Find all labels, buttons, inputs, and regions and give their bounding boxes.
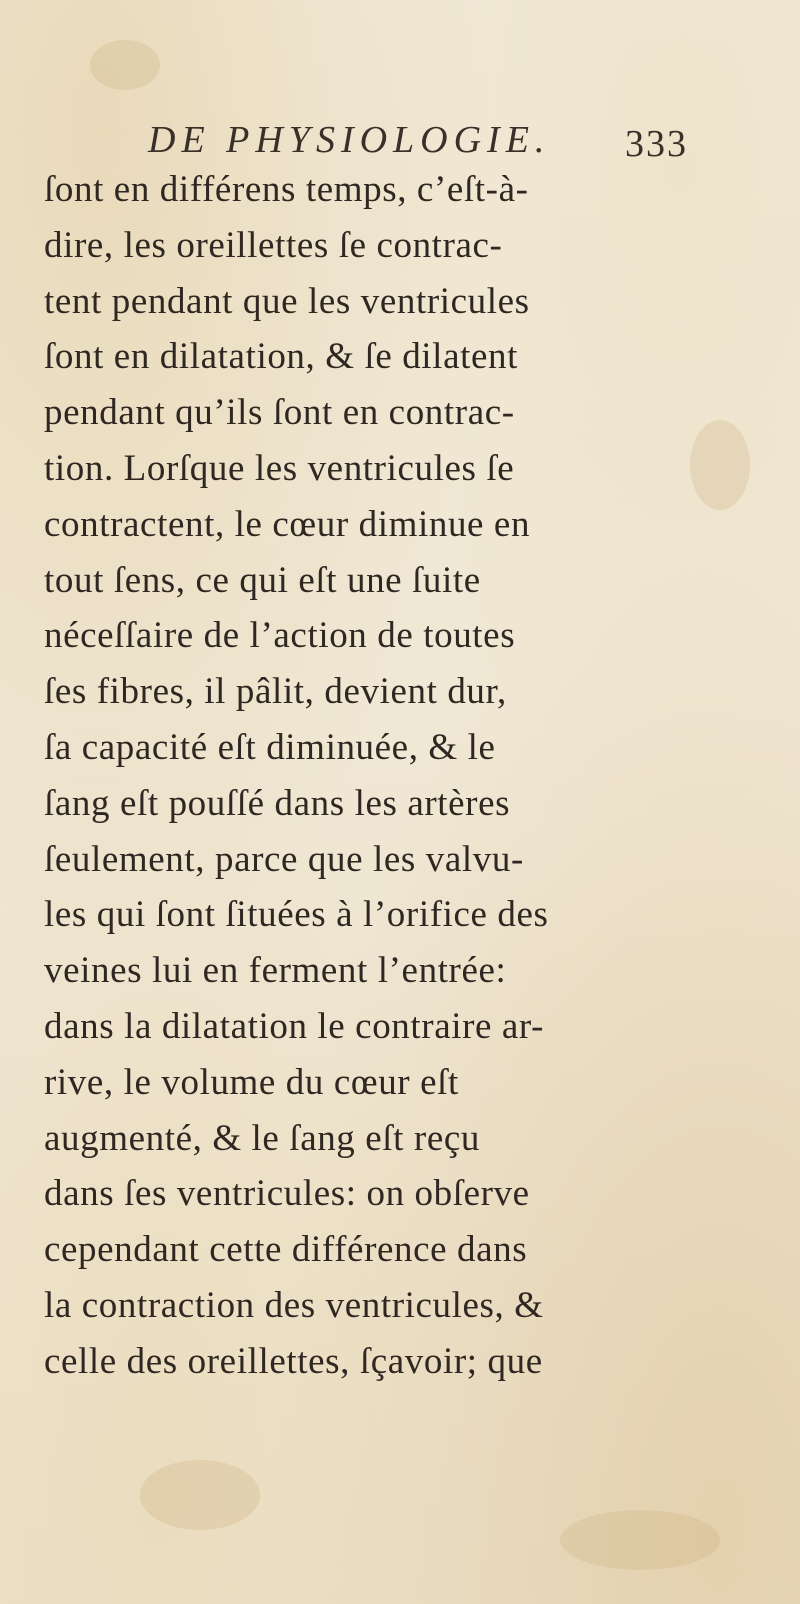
text-line: néceſſaire de l’action de toutes bbox=[44, 615, 516, 657]
text-line: la contraction des ventricules, & bbox=[44, 1284, 544, 1326]
running-head: DE PHYSIOLOGIE. bbox=[148, 119, 551, 161]
paper-stain bbox=[690, 420, 750, 510]
text-line: tent pendant que les ventricules bbox=[44, 280, 530, 322]
text-line: les qui ſont ſituées à l’orifice des bbox=[44, 894, 549, 936]
body-text bbox=[44, 162, 684, 1390]
text-line: tout ſens, ce qui eſt une ſuite bbox=[44, 559, 481, 601]
text-line: celle des oreillettes, ſçavoir; que bbox=[44, 1340, 543, 1382]
text-line: rive, le volume du cœur eſt bbox=[44, 1061, 459, 1103]
text-line: tion. Lorſque les ventricules ſe bbox=[44, 447, 515, 489]
text-line: dans la dilatation le contraire ar- bbox=[44, 1005, 545, 1047]
text-line: ſont en différens temps, c’eſt-à- bbox=[44, 169, 529, 210]
paper-stain bbox=[560, 1510, 720, 1570]
text-line: ſeulement, parce que les valvu- bbox=[44, 838, 524, 880]
text-line: contractent, le cœur diminue en bbox=[44, 503, 531, 545]
text-line: augmenté, & le ſang eſt reçu bbox=[44, 1117, 480, 1159]
text-line: ſa capacité eſt diminuée, & le bbox=[44, 726, 496, 768]
text-line: ſont en dilatation, & ſe dilatent bbox=[44, 336, 518, 378]
text-line: dire, les oreillettes ſe contrac- bbox=[44, 224, 503, 266]
text-line: ſes fibres, il pâlit, devient dur, bbox=[44, 671, 507, 713]
page-number: 333 bbox=[625, 123, 688, 165]
text-line: dans ſes ventricules: on obſerve bbox=[44, 1173, 530, 1215]
text-line: cependant cette différence dans bbox=[44, 1229, 528, 1271]
text-line: ſang eſt pouſſé dans les artères bbox=[44, 782, 511, 824]
paper-stain bbox=[140, 1460, 260, 1530]
text-line: veines lui en ferment l’entrée: bbox=[44, 950, 507, 992]
text-line: pendant qu’ils ſont en contrac- bbox=[44, 392, 515, 434]
paper-stain bbox=[90, 40, 160, 90]
